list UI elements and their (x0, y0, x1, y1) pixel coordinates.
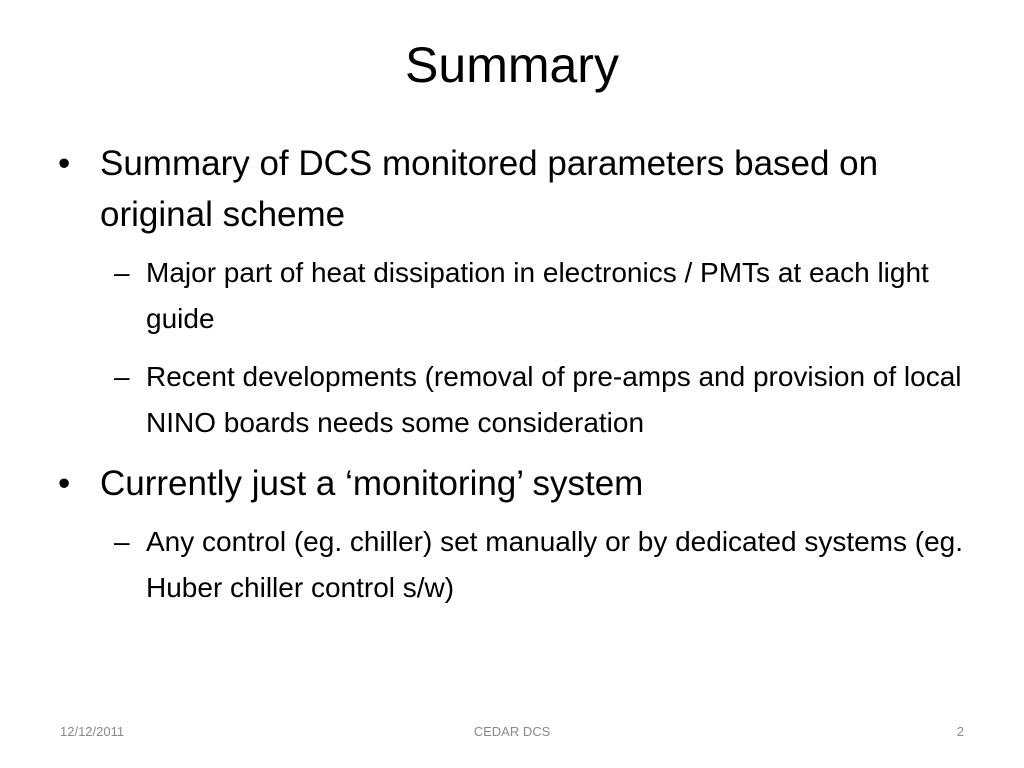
footer-title: CEDAR DCS (473, 724, 551, 739)
dash-icon: – (114, 361, 130, 392)
dash-icon: – (114, 257, 130, 288)
bullet-item (56, 138, 976, 240)
sub-bullet-text: Recent developments (removal of pre-amps and provision of local NINO boards needs some consideration (146, 361, 962, 438)
sub-bullet-item (56, 250, 976, 342)
footer-date: 12/12/2011 (60, 724, 125, 739)
bullet-text: Currently just a ‘monitoring’ system (100, 464, 644, 503)
slide-body (56, 138, 976, 623)
page-number: 2 (956, 724, 964, 739)
bullet-text: Summary of DCS monitored parameters based on original scheme (100, 144, 879, 234)
slide-title: Summary (405, 37, 619, 93)
dash-icon: – (114, 526, 130, 557)
bullet-icon: • (58, 464, 71, 503)
bullet-item (56, 458, 976, 509)
sub-bullet-text: Major part of heat dissipation in electronics / PMTs at each light guide (146, 257, 929, 334)
sub-bullet-item (56, 354, 976, 446)
bullet-icon: • (58, 144, 71, 183)
sub-bullet-text: Any control (eg. chiller) set manually or by dedicated systems (eg. Huber chiller control s/w) (146, 526, 964, 603)
sub-bullet-item (56, 519, 976, 611)
